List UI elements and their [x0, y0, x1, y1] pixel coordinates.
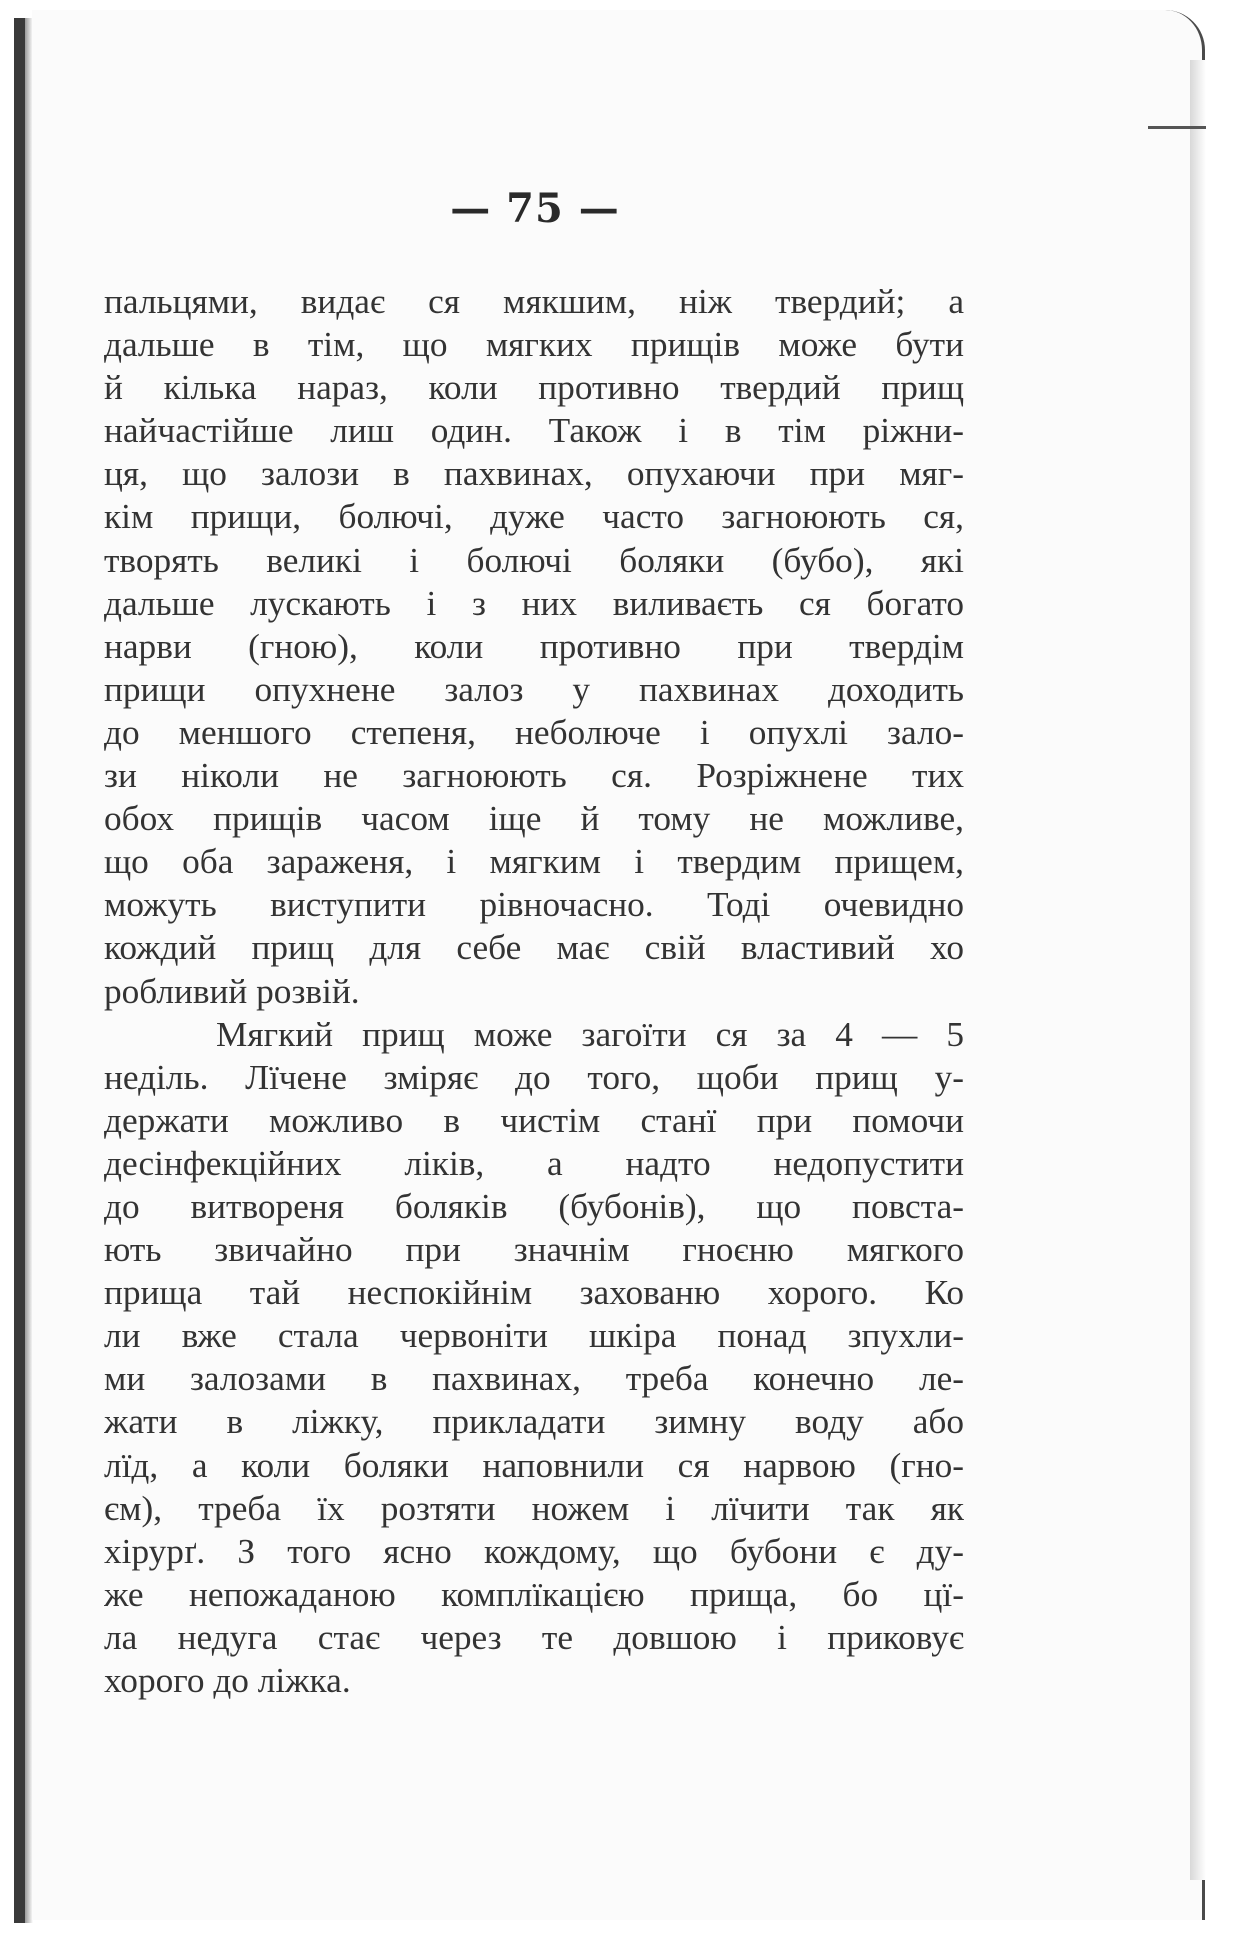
- page-edge: [1190, 60, 1206, 1880]
- body-text: [104, 280, 964, 1702]
- page-edge-mark: [1148, 126, 1206, 129]
- text-line: же непожаданою комплїкацією прища, бо цї-: [104, 1574, 964, 1614]
- text-line: кім прищи, болючі, дуже часто загноюють ся,: [104, 497, 964, 537]
- text-line: десінфекційних ліків, а надто недопустити: [104, 1143, 964, 1183]
- book-spine: [14, 18, 25, 1923]
- text-line: що оба зараженя, і мягким і твердим прищем,: [104, 842, 964, 882]
- text-line: нарви (гною), коли противно при твердім: [104, 626, 964, 666]
- text-line: ця, що залози в пахвинах, опухаючи при мяг-: [104, 454, 964, 494]
- text-line: єм), треба їх розтяти ножем і лїчити так як: [104, 1488, 964, 1528]
- text-line: найчастійше лиш один. Також і в тім ріжни-: [104, 411, 964, 451]
- text-line: творять великі і болючі боляки (бубо), які: [104, 540, 964, 580]
- text-line: ми залозами в пахвинах, треба конечно ле-: [104, 1359, 964, 1399]
- text-line: жати в ліжку, прикладати зимну воду або: [104, 1402, 964, 1442]
- text-line: дальше лускають і з них виливаєть ся богато: [104, 583, 964, 623]
- text-line: до витвореня боляків (бубонів), що повста-: [104, 1186, 964, 1226]
- text-line: хірурґ. З того ясно кождому, що бубони є ду-: [104, 1531, 964, 1571]
- text-line: робливий розвій.: [104, 971, 360, 1011]
- text-line: прищи опухнене залоз у пахвинах доходить: [104, 669, 964, 709]
- page-number: — 75 —: [450, 185, 620, 232]
- text-line: неділь. Лїчене зміряє до того, щоби прищ у-: [104, 1057, 964, 1097]
- text-line: Мягкий прищ може загоїти ся за 4 — 5: [216, 1014, 964, 1054]
- text-line: зи ніколи не загноюють ся. Розріжнене тих: [104, 756, 964, 796]
- text-line: ли вже стала червоніти шкіра понад зпухли-: [104, 1316, 964, 1356]
- text-line: можуть виступити рівночасно. Тоді очевидно: [104, 885, 964, 925]
- text-line: прища тай неспокійнім захованю хорого. Ко: [104, 1273, 964, 1313]
- text-line: й кілька нараз, коли противно твердий прищ: [104, 368, 964, 408]
- text-line: дальше в тім, що мягких прищів може бути: [104, 325, 964, 365]
- text-line: хорого до ліжка.: [104, 1661, 351, 1700]
- text-line: держати можливо в чистім станї при помочи: [104, 1100, 964, 1140]
- text-line: лїд, а коли боляки наповнили ся нарвою (гно-: [104, 1445, 964, 1485]
- text-line: ють звичайно при значнім гноєню мягкого: [104, 1230, 964, 1270]
- text-line: ла недуга стає через те довшою і приковує: [104, 1617, 964, 1657]
- text-line: до меншого степеня, неболюче і опухлі зало-: [104, 712, 964, 752]
- text-line: пальцями, видає ся мякшим, ніж твердий; а: [104, 282, 964, 321]
- text-line: обох прищів часом іще й тому не можливе,: [104, 799, 964, 839]
- text-line: кождий прищ для себе має свій властивий хо: [104, 928, 964, 968]
